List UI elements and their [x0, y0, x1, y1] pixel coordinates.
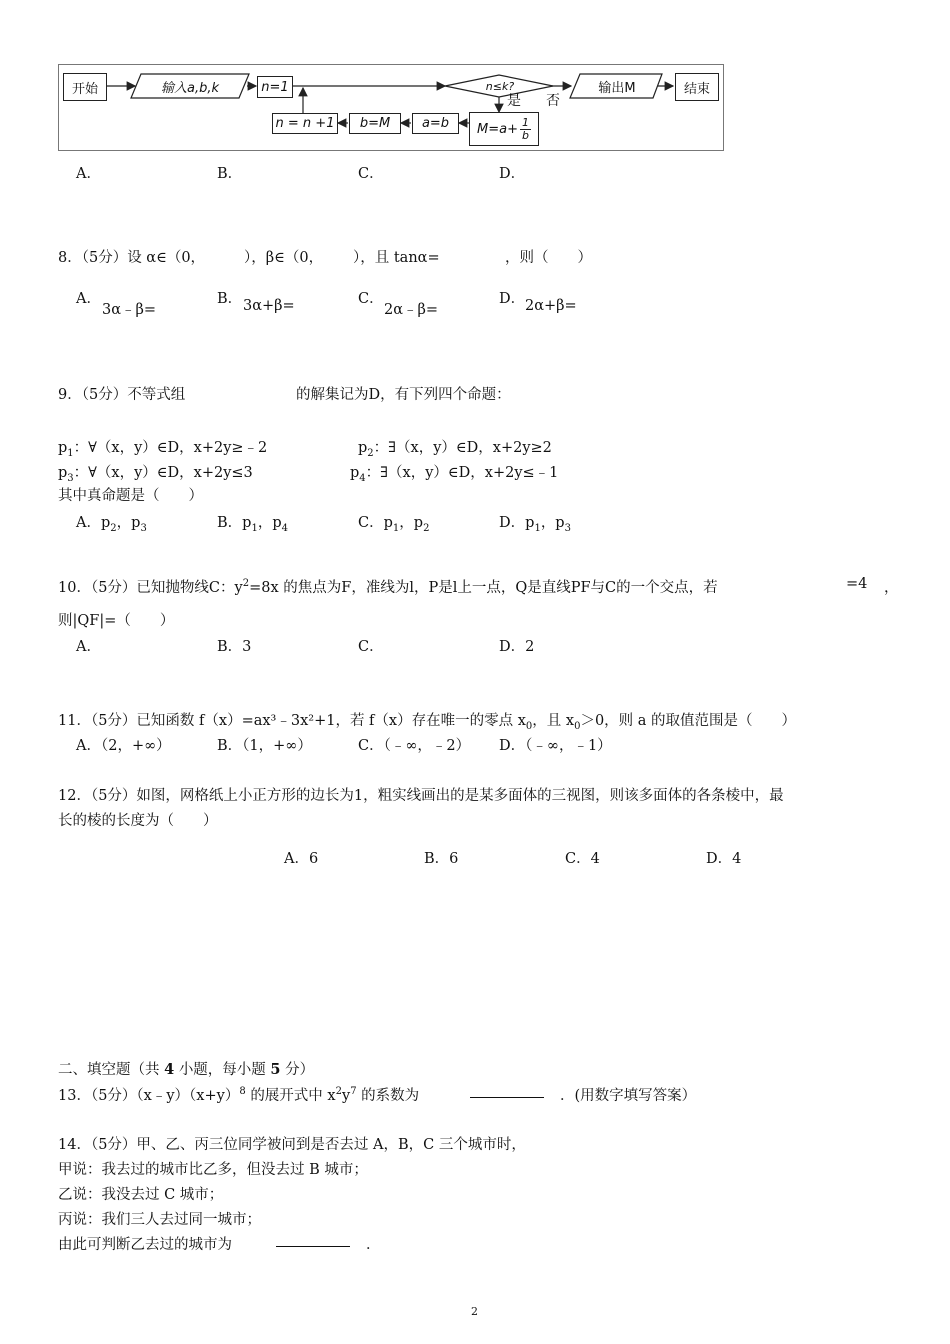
q13-c: y [341, 1088, 351, 1104]
flow-output-label: 输出M [598, 80, 636, 96]
q13-sup8: 8 [239, 1086, 246, 1098]
q8-option-a-text: 3α﹣β= [102, 302, 157, 318]
q9-option-d-label: D． [499, 515, 526, 531]
flow-init-label: n=1 [261, 79, 289, 95]
q9-p4-p: p [350, 465, 360, 481]
q9-p4-sub: 4 [359, 472, 366, 484]
q9-stem-b: 的解集记为D，有下列四个命题： [296, 387, 511, 403]
q8-option-b[interactable] [217, 287, 242, 308]
q7-option-c[interactable]: C． [358, 166, 384, 182]
q11-option-c[interactable]: C．（﹣∞，﹣2） [358, 738, 471, 754]
q10-option-b[interactable]: B．3 [217, 639, 252, 655]
q10-line1-b: =8x 的焦点为F，准线为l，P是l上一点，Q是直线PF与C的一个交点，若 [249, 580, 718, 596]
q13-e: ．(用数字填写答案） [560, 1088, 697, 1104]
q10-line1-d: ， [884, 580, 899, 596]
q14-line1: 14．（5分）甲、乙、丙三位同学被问到是否去过 A，B，C 三个城市时， [58, 1137, 526, 1153]
flow-step-m-fraction [520, 117, 531, 142]
section2-score: 5 [270, 1061, 281, 1078]
q14-line5-end: ． [366, 1237, 381, 1253]
q9-option-c[interactable]: C．$p_1$，$p_2$ [358, 515, 430, 534]
q9-p1-text: ：∀（x，y）∈D，x+2y≥﹣2 [73, 440, 268, 456]
flow-yes-label: 是 [507, 93, 521, 109]
q11-sub2: 0 [574, 720, 581, 732]
q8-option-a-label: A． [76, 291, 101, 307]
q10-line1-c: =4 [846, 576, 868, 592]
q8-option-d-label: D． [499, 291, 526, 307]
q12-option-b[interactable]: B．6 [424, 851, 459, 867]
flow-init-box [257, 76, 293, 98]
q10-line1 [58, 576, 718, 597]
q9-p3 [58, 461, 253, 482]
q9-p3-sub: 3 [67, 472, 74, 484]
q9-option-b-sub2: 4 [281, 522, 288, 534]
page-number: 2 [471, 1305, 478, 1318]
flow-start-label: 开始 [71, 81, 98, 97]
q10-line1-a: 10．（5分）已知抛物线C：y [58, 580, 243, 596]
q7-option-a[interactable]: A． [76, 166, 101, 182]
q8-stem-b: ），β∈（0， [244, 250, 324, 266]
q9-option-c-label: C． [358, 515, 384, 531]
q14-line3: 乙说：我没去过 C 城市； [58, 1187, 224, 1203]
q11-stem-b: ，且 x [532, 713, 575, 729]
q12-option-c[interactable]: C．4 [565, 851, 600, 867]
flow-end-label: 结束 [683, 81, 710, 97]
q7-option-d[interactable]: D． [499, 166, 526, 182]
q9-true-line: 其中真命题是（ ） [58, 488, 203, 504]
q10-option-d[interactable]: D．2 [499, 639, 535, 655]
q9-p4 [350, 461, 558, 482]
q9-option-b-sub1: 1 [251, 522, 258, 534]
q11-option-d[interactable]: D．（﹣∞，﹣1） [499, 738, 612, 754]
q9-option-a-sub1: 2 [110, 522, 117, 534]
q12-line1: 12．（5分）如图，网格纸上小正方形的边长为1，粗实线画出的是某多面体的三视图，则该多面体的各条棱中，最 [58, 788, 784, 804]
q8-option-d-text: 2α+β= [525, 298, 577, 314]
q8-stem-d: ，则（ ） [505, 250, 592, 266]
q8-option-c-label: C． [358, 291, 384, 307]
q9-p4-text: ：∃（x，y）∈D，x+2y≤﹣1 [365, 465, 559, 481]
q8-option-a[interactable] [76, 287, 101, 308]
flow-step-b-box [349, 113, 401, 134]
q14-answer-blank[interactable] [276, 1233, 350, 1251]
flow-input [137, 74, 243, 98]
flow-step-a-label: a=b [421, 116, 450, 131]
flow-no-label: 否 [546, 93, 560, 109]
q9-p2 [358, 436, 552, 457]
q9-option-d-sub1: 1 [534, 522, 541, 534]
q12-option-a[interactable]: A．6 [284, 851, 319, 867]
section2-title-b: 小题，每小题 [178, 1062, 266, 1078]
q9-p1 [58, 436, 267, 457]
q9-option-d-sub2: 3 [564, 522, 571, 534]
flow-step-m-left: M=a+ [477, 121, 518, 137]
q12-option-d[interactable]: D．4 [706, 851, 742, 867]
q9-p3-p: p [58, 465, 68, 481]
flow-condition [467, 77, 533, 95]
q8-stem-c: ），且 tanα= [353, 250, 440, 266]
flow-output [577, 74, 657, 98]
q10-line2: 则|QF|=（ ） [58, 613, 175, 629]
q13-b: 的展开式中 x [250, 1088, 336, 1104]
q11-option-a[interactable]: A．（2，+∞） [76, 738, 171, 754]
flow-start-box [63, 73, 107, 101]
q10-option-a[interactable]: A． [76, 639, 101, 655]
q9-option-a[interactable]: A．$p_2$，$p_3$ [76, 515, 147, 534]
q9-p2-sub: 2 [367, 447, 374, 459]
q9-p3-text: ：∀（x，y）∈D，x+2y≤3 [73, 465, 253, 481]
flow-input-label: 输入a,b,k [160, 80, 219, 96]
section2-title [58, 1058, 314, 1079]
q9-p1-p: p [58, 440, 68, 456]
flow-end-box [675, 73, 719, 101]
q11-stem-c: ＞0，则 a 的取值范围是（ ） [580, 713, 797, 729]
q13-stem [58, 1084, 419, 1105]
q9-option-d[interactable]: D．$p_1$，$p_3$ [499, 515, 571, 534]
q9-option-c-sub1: 1 [392, 522, 400, 534]
flow-step-b-label: b=M [359, 116, 391, 131]
q8-option-c[interactable] [358, 287, 384, 308]
q11-stem-a: 11．（5分）已知函数 f（x）=ax³﹣3x²+1，若 f（x）存在唯一的零点 x [58, 713, 526, 729]
q14-line2: 甲说：我去过的城市比乙多，但没去过 B 城市； [58, 1162, 368, 1178]
q13-a: 13．（5分）（x﹣y）（x+y） [58, 1088, 240, 1104]
section2-title-c: 分） [285, 1062, 315, 1078]
flow-step-n-box [272, 113, 338, 134]
q9-p1-sub: 1 [67, 447, 74, 459]
q8-option-d[interactable] [499, 287, 525, 308]
q10-line1-sup: 2 [242, 578, 250, 590]
q10-option-c[interactable]: C． [358, 639, 384, 655]
q14-line4: 丙说：我们三人去过同一城市； [58, 1212, 261, 1228]
q9-stem-a: 9．（5分）不等式组 [58, 387, 186, 403]
q9-option-c-sub2: 2 [423, 522, 430, 534]
flowchart [58, 64, 724, 151]
flow-step-m-den: b [521, 128, 529, 142]
section2-title-a: 二、填空题（共 [58, 1062, 160, 1078]
q7-option-b[interactable]: B． [217, 166, 243, 182]
q13-d: 的系数为 [361, 1088, 420, 1104]
flow-condition-label: n≤k? [485, 79, 515, 93]
q9-option-b-label: B． [217, 515, 243, 531]
flow-step-m-box [469, 112, 539, 146]
q9-p2-p: p [358, 440, 368, 456]
q9-option-b[interactable]: B．$p_1$，$p_4$ [217, 515, 288, 534]
q11-sub1: 0 [525, 720, 533, 732]
q8-option-b-text: 3α+β= [243, 298, 295, 314]
q13-sup7: 7 [350, 1086, 357, 1098]
q9-option-a-label: A． [76, 515, 101, 531]
q13-answer-blank[interactable] [470, 1084, 544, 1102]
q12-line2: 长的棱的长度为（ ） [58, 813, 218, 829]
q11-option-b[interactable]: B．（1，+∞） [217, 738, 312, 754]
flow-step-a-box [412, 113, 459, 134]
q11-stem [58, 709, 796, 730]
q13-sup2: 2 [335, 1086, 342, 1098]
q8-option-b-label: B． [217, 291, 243, 307]
flow-step-n-label: n = n +1 [275, 116, 335, 131]
q9-p2-text: ：∃（x，y）∈D，x+2y≥2 [373, 440, 552, 456]
q9-option-a-sub2: 3 [140, 522, 147, 534]
flow-step-m-num: 1 [521, 115, 529, 129]
q8-option-c-text: 2α﹣β= [384, 302, 439, 318]
q8-stem-a: 8．（5分）设 α∈（0， [58, 250, 206, 266]
section2-count: 4 [164, 1061, 175, 1078]
q14-line5: 由此可判断乙去过的城市为 [58, 1237, 232, 1253]
